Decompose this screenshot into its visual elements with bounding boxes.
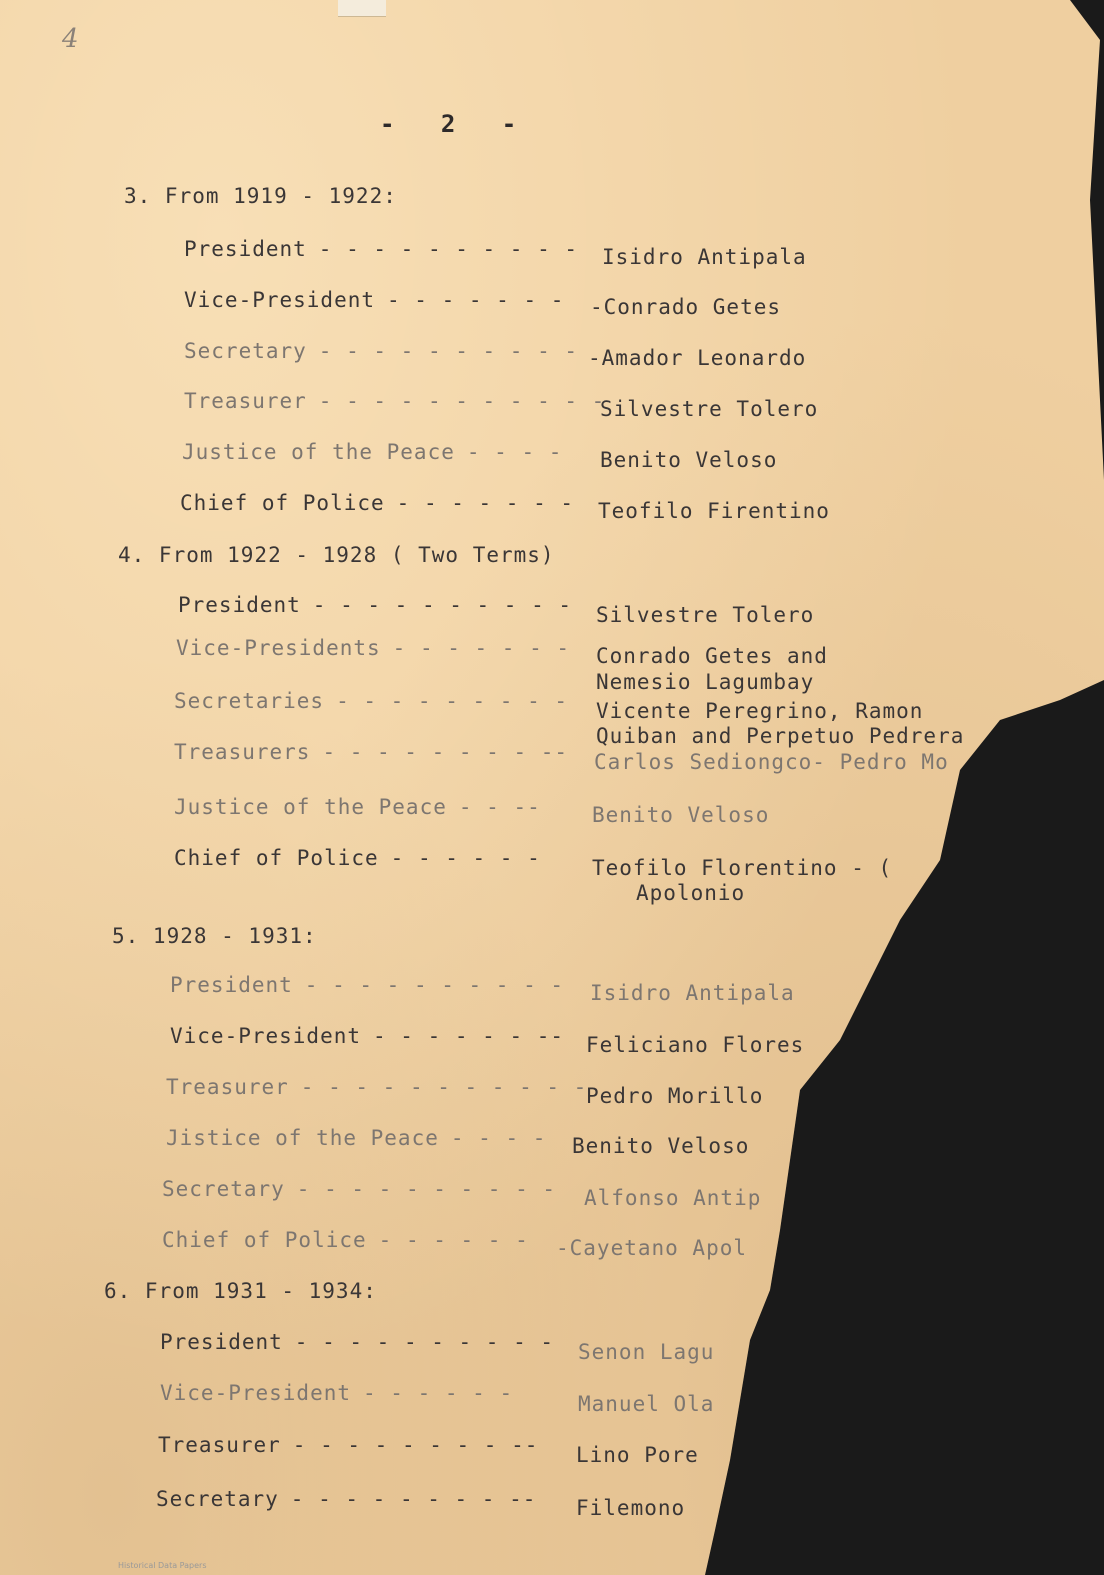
officer-name: -Amador Leonardo [588, 346, 807, 370]
officer-row [184, 237, 578, 261]
officer-name: Benito Veloso [572, 1134, 750, 1158]
section-heading: 4. From 1922 - 1928 ( Two Terms) [118, 543, 555, 567]
officer-role: Treasurer [184, 389, 307, 413]
leader-dashes: - - - - - - - - - - [296, 1177, 557, 1201]
pencil-mark: 4 [62, 24, 79, 54]
leader-dashes: - - - - [450, 1126, 547, 1150]
officer-role: President [178, 593, 301, 617]
officer-role: Secretary [162, 1177, 285, 1201]
officer-row [184, 339, 578, 363]
officer-row [180, 491, 574, 515]
leader-dashes: - - - - - - - - - - [304, 973, 565, 997]
officer-row [174, 795, 541, 819]
officer-name-continued: Nemesio Lagumbay [596, 670, 815, 694]
leader-dashes: - - - - - - -- [373, 1024, 565, 1048]
officer-role: President [184, 237, 307, 261]
officer-row [174, 740, 568, 764]
scan-footer-label: Historical Data Papers [118, 1561, 207, 1570]
leader-dashes: - - - - - - - - - - [312, 593, 573, 617]
officer-name: Filemono [576, 1496, 686, 1520]
section-heading: 5. 1928 - 1931: [112, 924, 317, 948]
officer-row [160, 1330, 554, 1354]
officer-name: Alfonso Antip [584, 1186, 762, 1210]
officer-row [170, 1024, 564, 1048]
officer-name-continued: Apolonio [636, 881, 746, 905]
officer-name: Teofilo Florentino - ( [592, 856, 893, 880]
officer-row [166, 1126, 546, 1150]
officer-row [156, 1487, 536, 1511]
leader-dashes: - - - - - - - - - - - [318, 389, 606, 413]
officer-name: Manuel Ola [578, 1392, 715, 1416]
officer-name: -Cayetano Apol [556, 1236, 748, 1260]
officer-name: Senon Lagu [578, 1340, 715, 1364]
officer-row [184, 288, 564, 312]
leader-dashes: - - -- [458, 795, 541, 819]
officer-row [182, 440, 562, 464]
officer-row [162, 1177, 556, 1201]
page-number: - 2 - [380, 110, 518, 138]
officer-role: Jistice of the Peace [166, 1126, 439, 1150]
officer-name: Benito Veloso [592, 803, 770, 827]
section-heading: 3. From 1919 - 1922: [124, 184, 397, 208]
officer-name: Carlos Sediongco- Pedro Mo [594, 750, 949, 774]
officer-name: Lino Pore [576, 1443, 699, 1467]
officer-row [176, 636, 570, 660]
leader-dashes: - - - - - - [363, 1381, 514, 1405]
officer-role: Justice of the Peace [174, 795, 447, 819]
leader-dashes: - - - - - - - [387, 288, 565, 312]
officer-role: Secretaries [174, 689, 325, 713]
leader-dashes: - - - - - - - - - - [318, 237, 579, 261]
officer-name: Vicente Peregrino, Ramon [596, 699, 924, 723]
section-heading: 6. From 1931 - 1934: [104, 1279, 377, 1303]
leader-dashes: - - - - - - - - - - [318, 339, 579, 363]
leader-dashes: - - - - - - [378, 1228, 529, 1252]
officer-name: -Conrado Getes [590, 295, 782, 319]
officer-role: Treasurer [158, 1433, 281, 1457]
officer-row [174, 846, 541, 870]
officer-role: Vice-President [184, 288, 376, 312]
officer-name: Feliciano Flores [586, 1033, 805, 1057]
leader-dashes: - - - - - - - - -- [290, 1487, 537, 1511]
officer-name: Isidro Antipala [590, 981, 795, 1005]
officer-row [162, 1228, 529, 1252]
officer-role: Secretary [156, 1487, 279, 1511]
officer-role: President [160, 1330, 283, 1354]
officer-name: Isidro Antipala [602, 245, 807, 269]
leader-dashes: - - - - - - [390, 846, 541, 870]
leader-dashes: - - - - - - - - -- [292, 1433, 539, 1457]
officer-row [166, 1075, 587, 1099]
leader-dashes: - - - - - - - - - - - [300, 1075, 588, 1099]
officer-role: Treasurers [174, 740, 311, 764]
leader-dashes: - - - - - - - - - [336, 689, 569, 713]
officer-row [178, 593, 572, 617]
officer-role: Vice-President [170, 1024, 362, 1048]
officer-name: Silvestre Tolero [600, 397, 819, 421]
officer-name-continued: Quiban and Perpetuo Pedrera [596, 724, 965, 748]
officer-name: Silvestre Tolero [596, 603, 815, 627]
officer-name: Benito Veloso [600, 448, 778, 472]
officer-name: Pedro Morillo [586, 1084, 764, 1108]
officer-role: Secretary [184, 339, 307, 363]
officer-name: Conrado Getes and [596, 644, 828, 668]
officer-row [170, 973, 564, 997]
leader-dashes: - - - - - - - - -- [322, 740, 569, 764]
leader-dashes: - - - - - - - [392, 636, 571, 660]
leader-dashes: - - - - - - - - - - [294, 1330, 555, 1354]
officer-role: Vice-Presidents [176, 636, 381, 660]
leader-dashes: - - - - - - - [396, 491, 575, 515]
officer-role: Chief of Police [162, 1228, 367, 1252]
officer-row [184, 389, 605, 413]
officer-row [160, 1381, 513, 1405]
officer-role: Justice of the Peace [182, 440, 455, 464]
officer-row [158, 1433, 538, 1457]
officer-role: Chief of Police [180, 491, 385, 515]
officer-row [174, 689, 568, 713]
officer-role: Treasurer [166, 1075, 289, 1099]
officer-role: Vice-President [160, 1381, 352, 1405]
officer-name: Teofilo Firentino [598, 499, 830, 523]
officer-role: President [170, 973, 293, 997]
officer-role: Chief of Police [174, 846, 379, 870]
leader-dashes: - - - - [466, 440, 563, 464]
